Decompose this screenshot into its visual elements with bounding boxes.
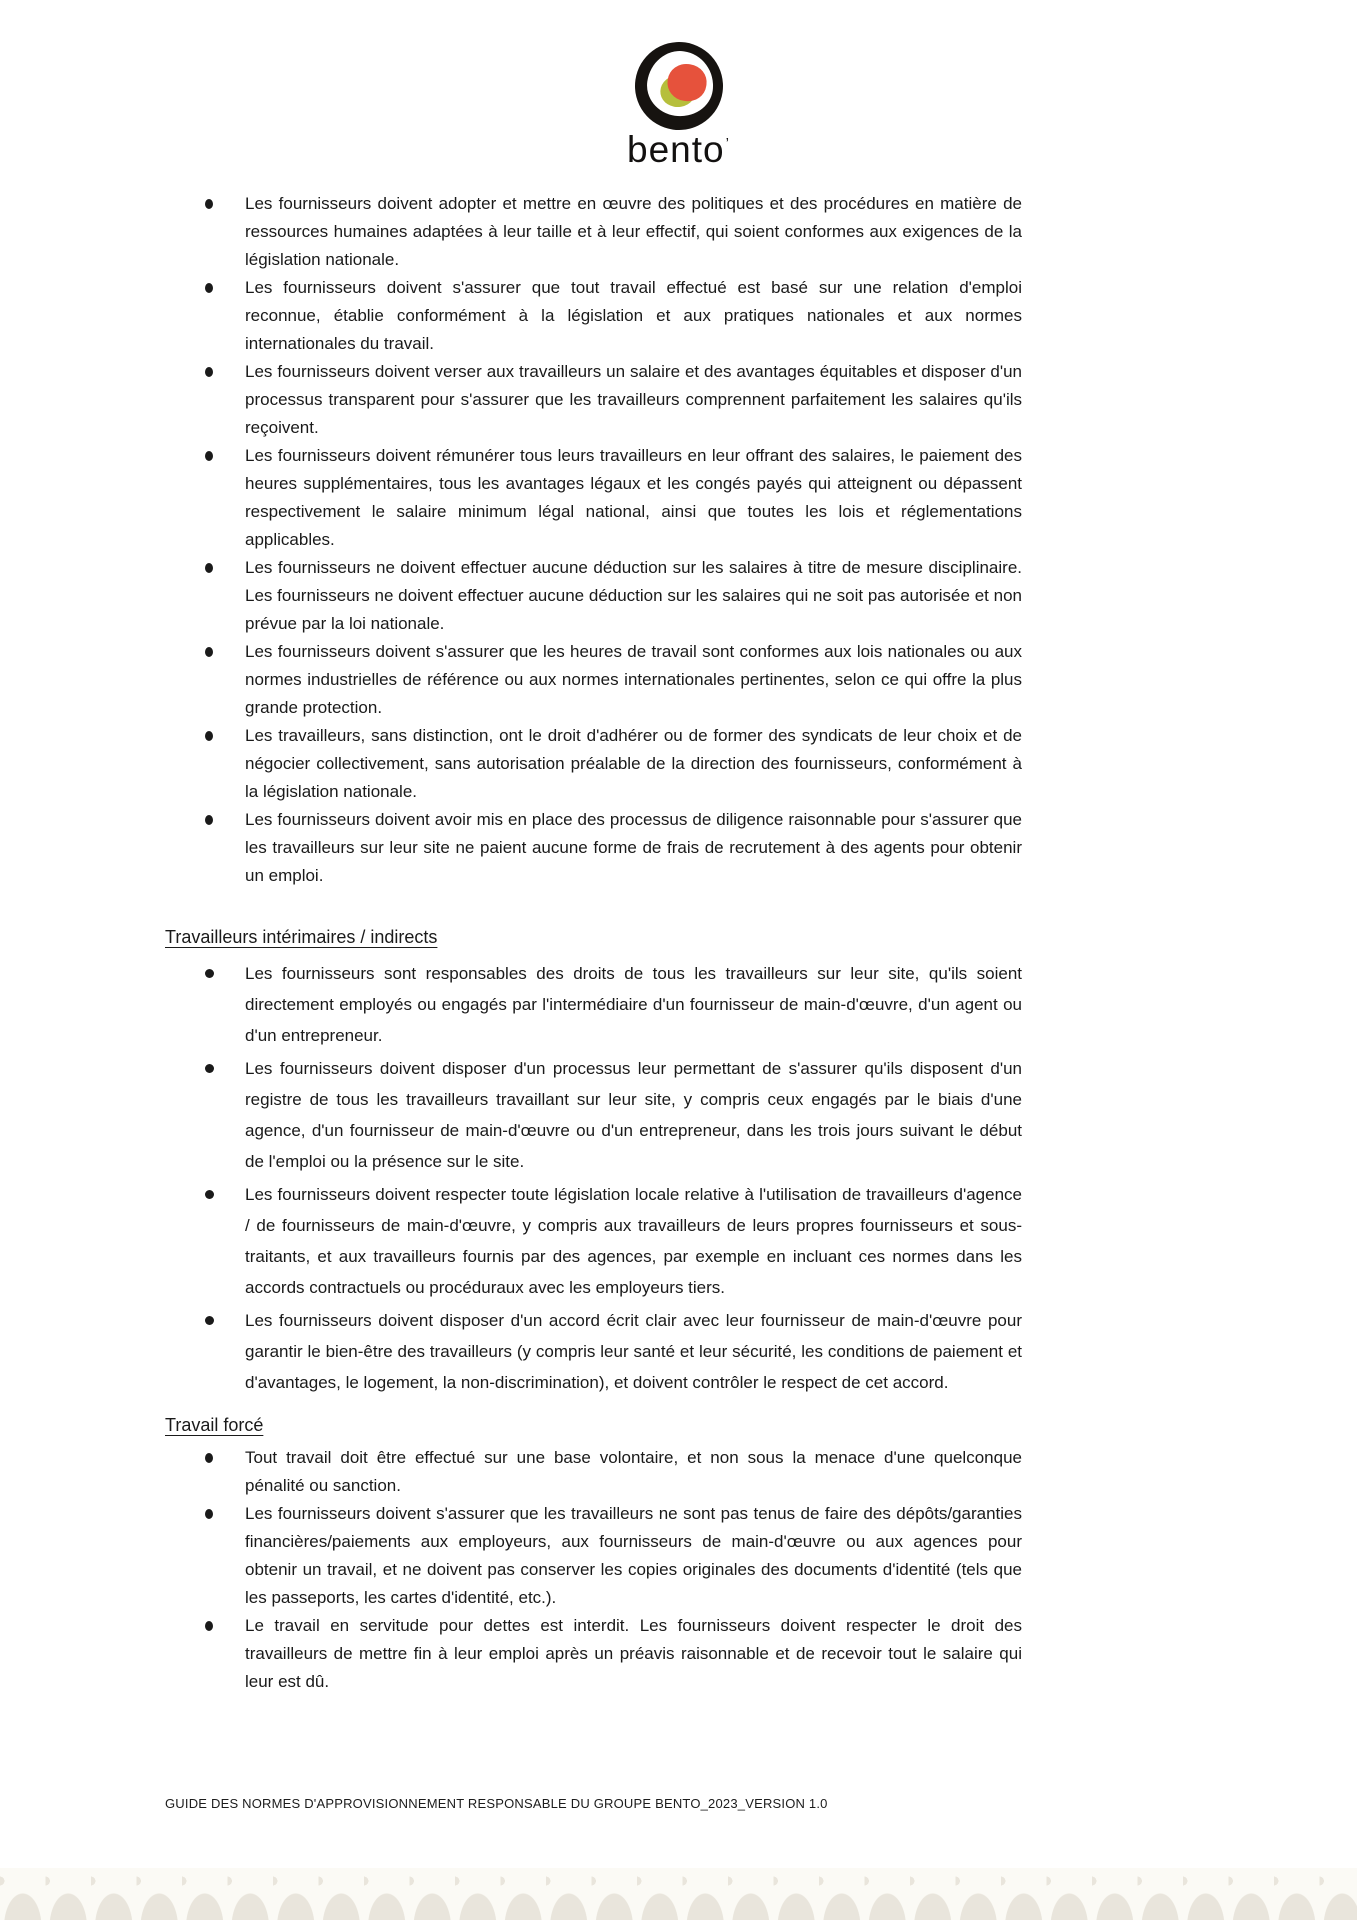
bullet-text: Le travail en servitude pour dettes est interdit. Les fournisseurs doivent respecter le droit des travailleurs de mettre fin à leur emploi après un préavis raisonnable et de recevoir tout le salaire qui leur est dû. bbox=[245, 1616, 1022, 1691]
page-footer: GUIDE DES NORMES D'APPROVISIONNEMENT RESPONSABLE DU GROUPE BENTO_2023_VERSION 1.0 bbox=[165, 1796, 828, 1811]
section-heading-travailleurs-interimaires: Travailleurs intérimaires / indirects bbox=[165, 927, 438, 947]
bullet-icon bbox=[205, 367, 213, 377]
section-employment-list bbox=[165, 190, 1022, 890]
bullet-icon bbox=[205, 1064, 214, 1073]
brand-name bbox=[569, 131, 789, 168]
list-item bbox=[165, 638, 1022, 722]
bullet-text: Les fournisseurs doivent avoir mis en place des processus de diligence raisonnable pour s'assurer que les travailleurs sur leur site ne paient aucune forme de frais de recrutement à des agents pour obtenir un emploi. bbox=[245, 810, 1022, 885]
bullet-icon bbox=[205, 563, 213, 573]
section-heading-travail-force: Travail forcé bbox=[165, 1415, 264, 1435]
list-item bbox=[165, 442, 1022, 554]
bullet-icon bbox=[205, 731, 213, 741]
bullet-text: Les fournisseurs doivent verser aux travailleurs un salaire et des avantages équitables et disposer d'un processus transparent pour s'assurer que les travailleurs comprennent parfaitement les salaires qu'ils reçoivent. bbox=[245, 362, 1022, 437]
list-item bbox=[165, 1053, 1022, 1177]
bullet-text: Les fournisseurs doivent s'assurer que les heures de travail sont conformes aux lois nationales ou aux normes industrielles de référence ou aux normes internationales pertinentes, selon ce qui offre la plus grande protection. bbox=[245, 642, 1022, 717]
bullet-text: Les fournisseurs doivent disposer d'un processus leur permettant de s'assurer qu'ils disposent d'un registre de tous les travailleurs travaillant sur leur site, y compris ceux engagés par le biais d'une agence, d'un fournisseur de main-d'œuvre ou d'un entrepreneur, dans les trois jours suivant le début de l'emploi ou la présence sur le site. bbox=[245, 1059, 1022, 1171]
bullet-text: Les fournisseurs doivent s'assurer que les travailleurs ne sont pas tenus de faire des dépôts/garanties financières/paiements aux employeurs, aux fournisseurs de main-d'œuvre ou aux agences pour obtenir un travail, et ne doivent pas conserver les copies originales des documents d'identité (tels que les passeports, les cartes d'identité, etc.). bbox=[245, 1504, 1022, 1607]
list-item bbox=[165, 274, 1022, 358]
bullet-icon bbox=[205, 1190, 214, 1199]
scallop-border-pattern bbox=[0, 1868, 1357, 1920]
list-item bbox=[165, 358, 1022, 442]
bullet-text: Les fournisseurs doivent disposer d'un accord écrit clair avec leur fournisseur de main-d'œuvre pour garantir le bien-être des travailleurs (y compris leur santé et leur sécurité, les conditions de paiement et d'avantages, le logement, la non-discrimination), et doivent contrôler le respect de cet accord. bbox=[245, 1311, 1022, 1392]
list-item bbox=[165, 190, 1022, 274]
list-item bbox=[165, 958, 1022, 1051]
bullet-icon bbox=[205, 1453, 213, 1463]
list-item bbox=[165, 1612, 1022, 1696]
brand-trademark: ’ bbox=[725, 135, 730, 152]
bullet-text: Les fournisseurs ne doivent effectuer aucune déduction sur les salaires à titre de mesure disciplinaire. Les fournisseurs ne doivent effectuer aucune déduction sur les salaires qui ne soit pas autorisée et non prévue par la loi nationale. bbox=[245, 558, 1022, 633]
list-item bbox=[165, 1500, 1022, 1612]
bullet-icon bbox=[205, 969, 214, 978]
section-forced-labor-list bbox=[165, 1444, 1022, 1696]
bullet-text: Les fournisseurs doivent adopter et mettre en œuvre des politiques et des procédures en matière de ressources humaines adaptées à leur taille et à leur effectif, qui soient conformes aux exigences de la législation nationale. bbox=[245, 194, 1022, 269]
bullet-icon bbox=[205, 1509, 213, 1519]
bullet-icon bbox=[205, 1621, 213, 1631]
bullet-text: Les travailleurs, sans distinction, ont le droit d'adhérer ou de former des syndicats de leur choix et de négocier collectivement, sans autorisation préalable de la direction des fournisseurs, conformément à la législation nationale. bbox=[245, 726, 1022, 801]
list-item bbox=[165, 1305, 1022, 1398]
bullet-icon bbox=[205, 283, 213, 293]
brand-ring-icon bbox=[629, 36, 728, 135]
list-item bbox=[165, 806, 1022, 890]
list-item bbox=[165, 722, 1022, 806]
list-item bbox=[165, 554, 1022, 638]
bullet-icon bbox=[205, 647, 213, 657]
bullet-icon bbox=[205, 815, 213, 825]
brand-name-text: bento bbox=[627, 129, 725, 170]
bullet-icon bbox=[205, 199, 213, 209]
document-body bbox=[165, 190, 1022, 1696]
list-item bbox=[165, 1444, 1022, 1500]
brand-logo bbox=[569, 42, 789, 168]
bullet-icon bbox=[205, 451, 213, 461]
list-item bbox=[165, 1179, 1022, 1303]
bullet-text: Les fournisseurs doivent respecter toute législation locale relative à l'utilisation de travailleurs d'agence / de fournisseurs de main-d'œuvre, y compris aux travailleurs de leurs propres fournisseurs et sous-traitants, et aux travailleurs fournis par des agences, par exemple en incluant ces normes dans les accords contractuels ou procéduraux avec les employeurs tiers. bbox=[245, 1185, 1022, 1297]
bullet-text: Les fournisseurs doivent rémunérer tous leurs travailleurs en leur offrant des salaires, le paiement des heures supplémentaires, tous les avantages légaux et les congés payés qui atteignent ou dépassent respectivement le salaire minimum légal national, ainsi que toutes les lois et réglementations applicables. bbox=[245, 446, 1022, 549]
section-interim-list bbox=[165, 958, 1022, 1398]
bullet-text: Les fournisseurs sont responsables des droits de tous les travailleurs sur leur site, qu'ils soient directement employés ou engagés par l'intermédiaire d'un fournisseur de main-d'œuvre, d'un agent ou d'un entrepreneur. bbox=[245, 964, 1022, 1045]
bullet-text: Les fournisseurs doivent s'assurer que tout travail effectué est basé sur une relation d'emploi reconnue, établie conformément à la législation et aux pratiques nationales et aux normes internationales du travail. bbox=[245, 278, 1022, 353]
bullet-icon bbox=[205, 1316, 214, 1325]
bullet-text: Tout travail doit être effectué sur une base volontaire, et non sous la menace d'une quelconque pénalité ou sanction. bbox=[245, 1448, 1022, 1495]
